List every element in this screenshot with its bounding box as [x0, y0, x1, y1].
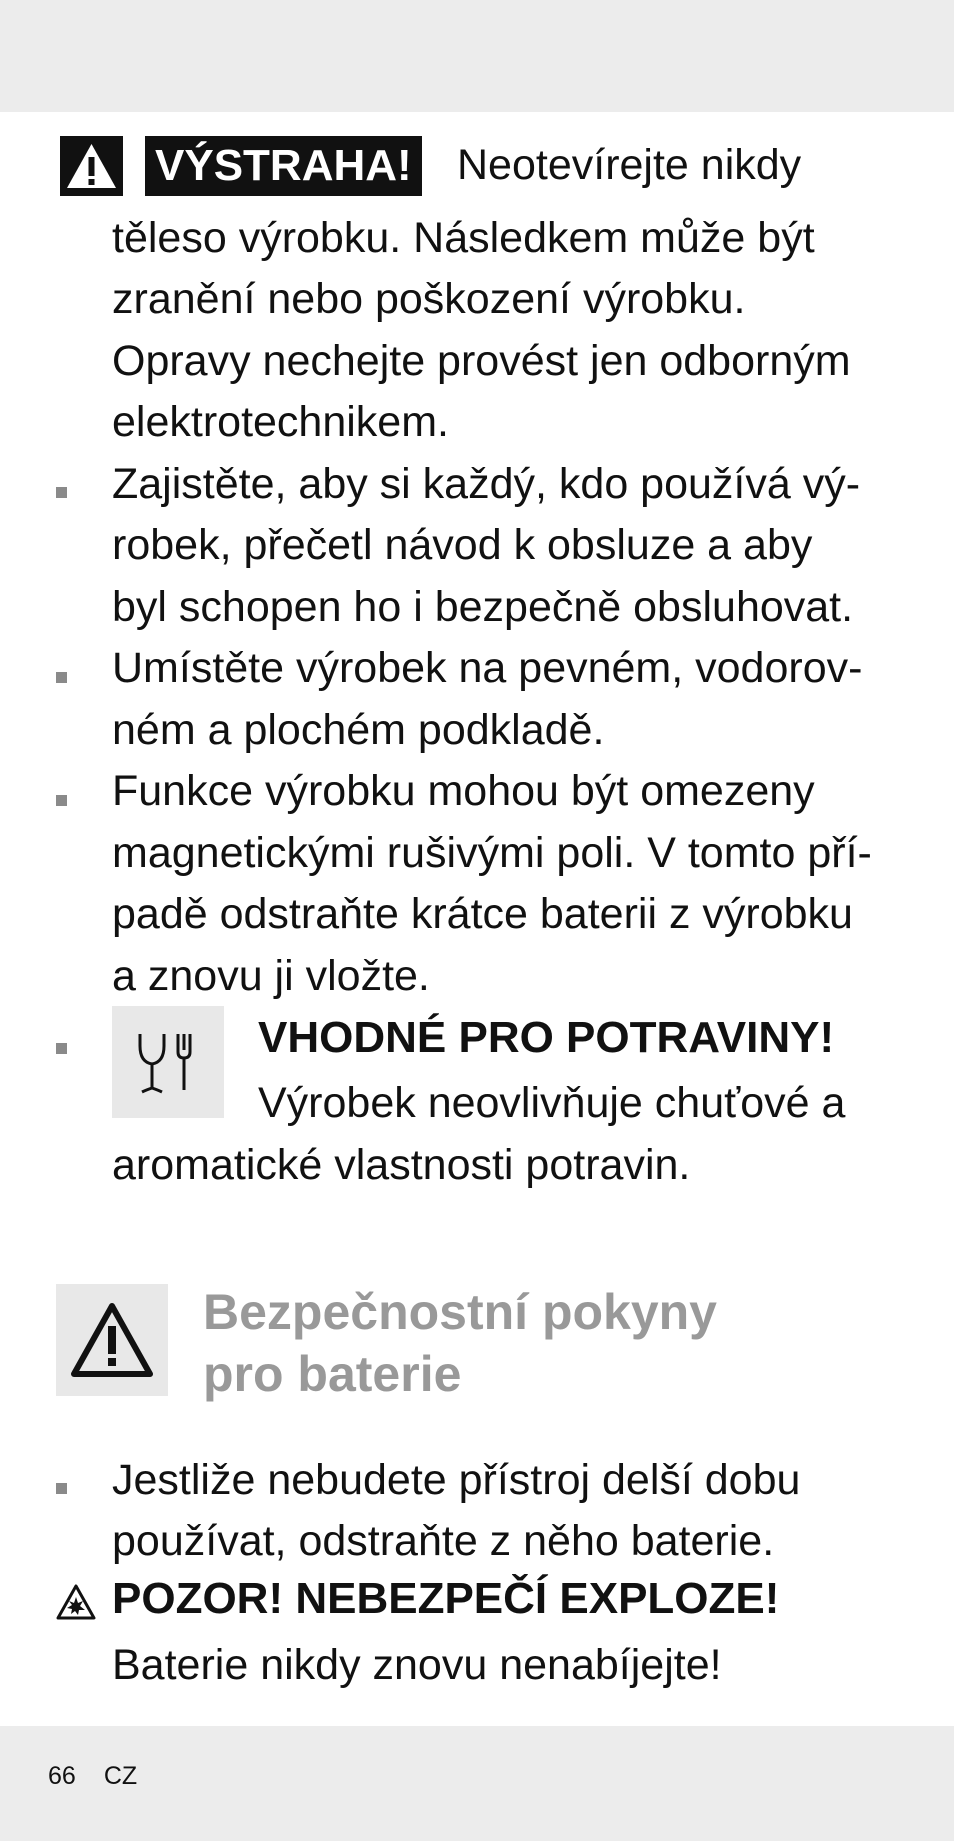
explosion-warning-icon	[56, 1584, 96, 1620]
list-item-line: robek, přečetl návod k obsluze a aby	[112, 521, 813, 569]
bullet-marker	[56, 1043, 67, 1054]
list-item-line: padě odstraňte krátce baterii z výrobku	[112, 890, 853, 938]
explosion-warning-title: POZOR! NEBEZPEČÍ EXPLOZE!	[112, 1574, 780, 1623]
list-item-line: Umístěte výrobek na pevném, vodorov-	[112, 644, 863, 692]
section-heading	[203, 1281, 717, 1405]
bullet-marker	[56, 795, 67, 806]
food-safe-icon	[112, 1006, 224, 1118]
warning-label: VÝSTRAHA!	[145, 136, 422, 196]
list-item-line: byl schopen ho i bezpečně obsluhovat.	[112, 583, 854, 631]
warning-triangle-icon	[60, 136, 123, 196]
warning-line: Opravy nechejte provést jen odborným	[112, 337, 851, 385]
list-item-line: Zajistěte, aby si každý, kdo používá vý-	[112, 460, 861, 508]
explosion-warning-text: Baterie nikdy znovu nenabíjejte!	[112, 1641, 722, 1689]
list-item-line: ném a plochém podkladě.	[112, 706, 605, 754]
page-footer	[48, 1762, 165, 1791]
page-number: 66	[48, 1762, 76, 1790]
food-safe-title: VHODNÉ PRO POTRAVINY!	[258, 1013, 835, 1062]
food-safe-text: aromatické vlastnosti potravin.	[112, 1141, 691, 1189]
header-band	[0, 0, 954, 112]
warning-line: těleso výrobku. Následkem může být	[112, 214, 815, 262]
warning-triangle-icon	[56, 1284, 168, 1396]
bullet-marker	[56, 487, 67, 498]
food-safe-text: Výrobek neovlivňuje chuťové a	[258, 1079, 846, 1127]
warning-line: elektrotechnikem.	[112, 398, 449, 446]
bullet-marker	[56, 672, 67, 683]
warning-first-line-text: Neotevírejte nikdy	[457, 141, 802, 189]
list-item-line: a znovu ji vložte.	[112, 952, 430, 1000]
warning-line: zranění nebo poškození výrobku.	[112, 275, 746, 323]
list-item-line: používat, odstraňte z něho baterie.	[112, 1517, 775, 1565]
bullet-marker	[56, 1483, 67, 1494]
list-item-line: Funkce výrobku mohou být omezeny	[112, 767, 815, 815]
list-item-line: magnetickými rušivými poli. V tomto pří-	[112, 829, 872, 877]
warning-first-line	[60, 136, 920, 198]
list-item-line: Jestliže nebudete přístroj delší dobu	[112, 1456, 801, 1504]
section-heading-line: pro baterie	[203, 1346, 462, 1402]
language-code: CZ	[103, 1762, 138, 1790]
section-heading-line: Bezpečnostní pokyny	[203, 1284, 717, 1340]
